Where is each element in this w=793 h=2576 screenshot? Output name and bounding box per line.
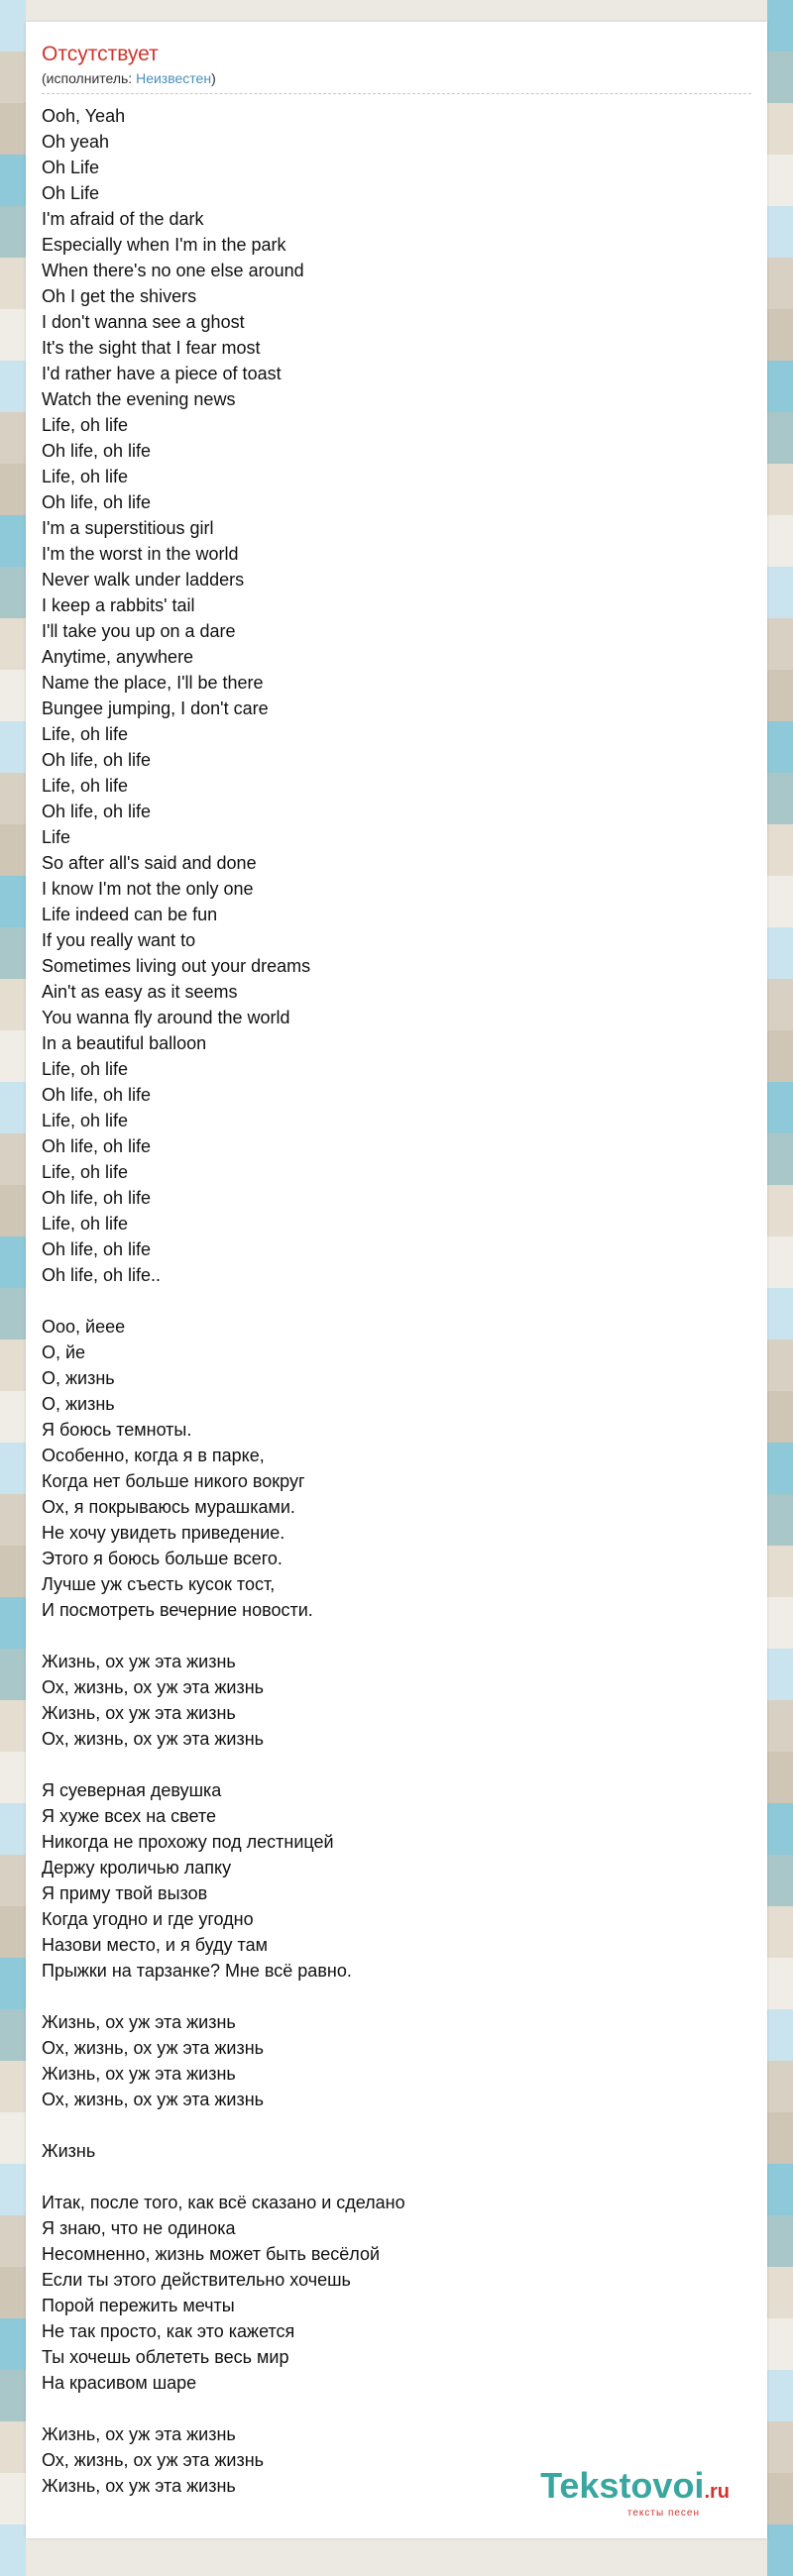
lyric-line: Oh life, oh life [42,492,152,512]
decorative-stripe [767,1597,793,1649]
lyric-line: Не так просто, как это кажется [42,2321,295,2341]
decorative-stripe [0,1185,26,1236]
left-decorative-stripes [0,0,26,2550]
decorative-stripe [767,1906,793,1958]
decorative-stripe [0,1391,26,1443]
decorative-stripe [0,2524,26,2576]
decorative-stripe [767,670,793,721]
decorative-stripe [767,1546,793,1597]
lyric-line: Life [42,827,71,847]
song-header [42,42,751,94]
decorative-stripe [0,1700,26,1752]
decorative-stripe [0,464,26,515]
decorative-stripe [767,2215,793,2267]
lyric-line: Прыжки на тарзанке? Мне всё равно. [42,1961,352,1981]
decorative-stripe [767,773,793,824]
lyric-line: Жизнь, ох уж эта жизнь [42,2424,236,2444]
decorative-stripe [767,2524,793,2576]
lyric-line: Жизнь, ох уж эта жизнь [42,1703,236,1723]
lyric-line: Жизнь, ох уж эта жизнь [42,1652,236,1671]
lyric-line: You wanna fly around the world [42,1008,290,1027]
decorative-stripe [767,1340,793,1391]
lyric-line: О, жизнь [42,1368,115,1388]
lyric-line: Ох, жизнь, ох уж эта жизнь [42,1677,265,1697]
lyric-line: Life, oh life [42,724,129,744]
lyric-line: Если ты этого действительно хочешь [42,2270,351,2290]
artist-line [42,69,751,87]
lyrics-text [42,103,736,2499]
decorative-stripe [767,0,793,52]
lyric-line [42,1752,736,1777]
lyrics-card [26,22,767,2538]
decorative-stripe [767,1133,793,1185]
decorative-stripe [767,1803,793,1855]
lyric-line: Жизнь, ох уж эта жизнь [42,2064,236,2084]
decorative-stripe [767,2473,793,2524]
decorative-stripe [767,1494,793,1546]
lyric-line: I keep a rabbits' tail [42,595,195,615]
lyric-line: О, йе [42,1342,86,1362]
lyric-line: Жизнь, ох уж эта жизнь [42,2476,236,2496]
decorative-stripe [0,2164,26,2215]
decorative-stripe [767,2318,793,2370]
decorative-stripe [0,2267,26,2318]
decorative-stripe [767,2112,793,2164]
decorative-stripe [0,824,26,876]
lyric-line: In a beautiful balloon [42,1033,207,1053]
lyric-line: Oh I get the shivers [42,286,197,306]
lyric-line: Life, oh life [42,1214,129,1234]
lyric-line: Когда угодно и где угодно [42,1909,254,1929]
decorative-stripe [767,412,793,464]
decorative-stripe [0,876,26,927]
logo-main-text: Tekstovoi [540,2465,705,2506]
decorative-stripe [767,927,793,979]
decorative-stripe [0,155,26,206]
lyric-line: Oh yeah [42,132,110,152]
decorative-stripe [767,309,793,361]
decorative-stripe [0,412,26,464]
decorative-stripe [767,2370,793,2421]
lyric-line [42,2164,736,2190]
lyric-line: I'm the worst in the world [42,544,239,564]
lyric-line: Life, oh life [42,415,129,435]
logo-tld: .ru [704,2481,730,2503]
lyric-line: Oh life, oh life [42,441,152,461]
lyric-line: Я приму твой вызов [42,1883,208,1903]
decorative-stripe [0,1958,26,2009]
decorative-stripe [0,2112,26,2164]
decorative-stripe [767,979,793,1030]
lyric-line: Oh life, oh life [42,1239,152,1259]
lyric-line: Особенно, когда я в парке, [42,1446,265,1465]
lyric-line: Я боюсь темноты. [42,1420,192,1440]
decorative-stripe [0,1546,26,1597]
decorative-stripe [767,1752,793,1803]
decorative-stripe [0,1906,26,1958]
lyric-line: Oh life, oh life [42,802,152,821]
lyric-line: Oh life, oh life.. [42,1265,162,1285]
decorative-stripe [0,2215,26,2267]
decorative-stripe [0,2061,26,2112]
lyric-line: Ох, жизнь, ох уж эта жизнь [42,1729,265,1749]
artist-link[interactable]: Неизвестен [136,70,212,86]
decorative-stripe [767,1649,793,1700]
lyric-line: Bungee jumping, I don't care [42,698,269,718]
decorative-stripe [767,103,793,155]
decorative-stripe [0,1803,26,1855]
lyric-line [42,1984,736,2009]
decorative-stripe [0,1649,26,1700]
decorative-stripe [767,464,793,515]
lyric-line: Ох, жизнь, ох уж эта жизнь [42,2038,265,2058]
lyric-line: Жизнь, ох уж эта жизнь [42,2012,236,2032]
decorative-stripe [0,2473,26,2524]
decorative-stripe [767,2009,793,2061]
lyric-line: Oh Life [42,158,100,177]
decorative-stripe [767,2421,793,2473]
lyric-line: Ain't as easy as it seems [42,982,238,1002]
lyric-line: I'm a superstitious girl [42,518,214,538]
decorative-stripe [0,773,26,824]
lyric-line: Жизнь [42,2141,96,2161]
decorative-stripe [767,2267,793,2318]
decorative-stripe [767,1855,793,1906]
decorative-stripe [767,155,793,206]
lyric-line: Ooh, Yeah [42,106,126,126]
decorative-stripe [0,1752,26,1803]
decorative-stripe [0,670,26,721]
site-logo[interactable] [540,2465,730,2519]
lyric-line: Назови место, и я буду там [42,1935,268,1955]
decorative-stripe [767,1185,793,1236]
lyric-line: If you really want to [42,930,196,950]
decorative-stripe [767,258,793,309]
lyric-line: Life indeed can be fun [42,905,218,924]
decorative-stripe [0,2009,26,2061]
lyric-line [42,2112,736,2138]
decorative-stripe [0,361,26,412]
decorative-stripe [767,618,793,670]
decorative-stripe [767,1958,793,2009]
lyric-line [42,1288,736,1314]
decorative-stripe [0,515,26,567]
song-title: Отсутствует [42,43,159,65]
lyric-line: Я знаю, что не одинока [42,2218,236,2238]
decorative-stripe [0,1288,26,1340]
lyric-line: Ооо, йеее [42,1317,126,1337]
decorative-stripe [0,1494,26,1546]
right-decorative-stripes [767,0,793,2550]
decorative-stripe [0,103,26,155]
lyric-line: Не хочу увидеть приведение. [42,1523,285,1543]
lyric-line: I'm afraid of the dark [42,209,204,229]
lyric-line: Life, oh life [42,467,129,486]
lyric-line: Especially when I'm in the park [42,235,286,255]
lyric-line [42,1623,736,1649]
decorative-stripe [0,927,26,979]
lyric-line: Ты хочешь облететь весь мир [42,2347,289,2367]
lyric-line: Never walk under ladders [42,570,245,590]
lyric-line: Oh Life [42,183,100,203]
lyric-line: When there's no one else around [42,261,304,280]
lyric-line: It's the sight that I fear most [42,338,261,358]
decorative-stripe [0,52,26,103]
lyric-line: Итак, после того, как всё сказано и сделано [42,2193,405,2212]
decorative-stripe [0,618,26,670]
lyric-line: I'd rather have a piece of toast [42,364,282,383]
decorative-stripe [0,1030,26,1082]
decorative-stripe [0,2370,26,2421]
lyric-line: О, жизнь [42,1394,115,1414]
lyric-line: Watch the evening news [42,389,236,409]
artist-prefix: (исполнитель: [42,70,137,86]
lyric-line: I don't wanna see a ghost [42,312,245,332]
lyric-line: Sometimes living out your dreams [42,956,311,976]
lyric-line: Ох, жизнь, ох уж эта жизнь [42,2090,265,2109]
decorative-stripe [767,1030,793,1082]
lyric-line: I know I'm not the only one [42,879,254,899]
lyric-line: На красивом шаре [42,2373,197,2393]
decorative-stripe [767,721,793,773]
decorative-stripe [0,2318,26,2370]
decorative-stripe [0,206,26,258]
decorative-stripe [0,258,26,309]
lyric-line: Anytime, anywhere [42,647,194,667]
lyric-line: Несомненно, жизнь может быть весёлой [42,2244,381,2264]
decorative-stripe [767,2061,793,2112]
header-divider [42,93,751,94]
lyric-line: Порой пережить мечты [42,2296,235,2315]
lyric-line: Этого я боюсь больше всего. [42,1549,283,1568]
lyric-line [42,2396,736,2421]
decorative-stripe [0,1236,26,1288]
decorative-stripe [767,824,793,876]
decorative-stripe [0,979,26,1030]
decorative-stripe [0,2421,26,2473]
decorative-stripe [767,2164,793,2215]
decorative-stripe [0,0,26,52]
lyric-line: Life, oh life [42,1111,129,1130]
lyric-line: Я хуже всех на свете [42,1806,217,1826]
decorative-stripe [767,876,793,927]
decorative-stripe [0,1443,26,1494]
logo-tagline: тексты песен [626,2508,700,2519]
decorative-stripe [767,1443,793,1494]
lyric-line: Держу кроличью лапку [42,1858,232,1878]
decorative-stripe [767,1391,793,1443]
decorative-stripe [767,567,793,618]
lyric-line: Я суеверная девушка [42,1780,222,1800]
lyric-line: Ох, я покрываюсь мурашками. [42,1497,295,1517]
lyric-line: Лучше уж съесть кусок тост, [42,1574,276,1594]
decorative-stripe [767,361,793,412]
decorative-stripe [0,1855,26,1906]
decorative-stripe [0,309,26,361]
artist-suffix: ) [211,70,216,86]
lyric-line: Life, oh life [42,776,129,796]
decorative-stripe [767,515,793,567]
lyric-line: Oh life, oh life [42,1136,152,1156]
decorative-stripe [767,52,793,103]
lyric-line: Name the place, I'll be there [42,673,264,693]
lyric-line: I'll take you up on a dare [42,621,236,641]
decorative-stripe [0,1340,26,1391]
lyric-line: Oh life, oh life [42,1188,152,1208]
decorative-stripe [0,1133,26,1185]
decorative-stripe [0,567,26,618]
lyric-line: И посмотреть вечерние новости. [42,1600,313,1620]
decorative-stripe [0,1082,26,1133]
lyric-line: Oh life, oh life [42,1085,152,1105]
lyric-line: Никогда не прохожу под лестницей [42,1832,334,1852]
lyric-line: Oh life, oh life [42,750,152,770]
lyric-line: Ох, жизнь, ох уж эта жизнь [42,2450,265,2470]
lyric-line: Life, oh life [42,1059,129,1079]
lyric-line: So after all's said and done [42,853,257,873]
decorative-stripe [767,206,793,258]
decorative-stripe [767,1288,793,1340]
decorative-stripe [767,1082,793,1133]
lyric-line: Когда нет больше никого вокруг [42,1471,305,1491]
decorative-stripe [0,721,26,773]
decorative-stripe [0,1597,26,1649]
decorative-stripe [767,1700,793,1752]
decorative-stripe [767,1236,793,1288]
lyric-line: Life, oh life [42,1162,129,1182]
